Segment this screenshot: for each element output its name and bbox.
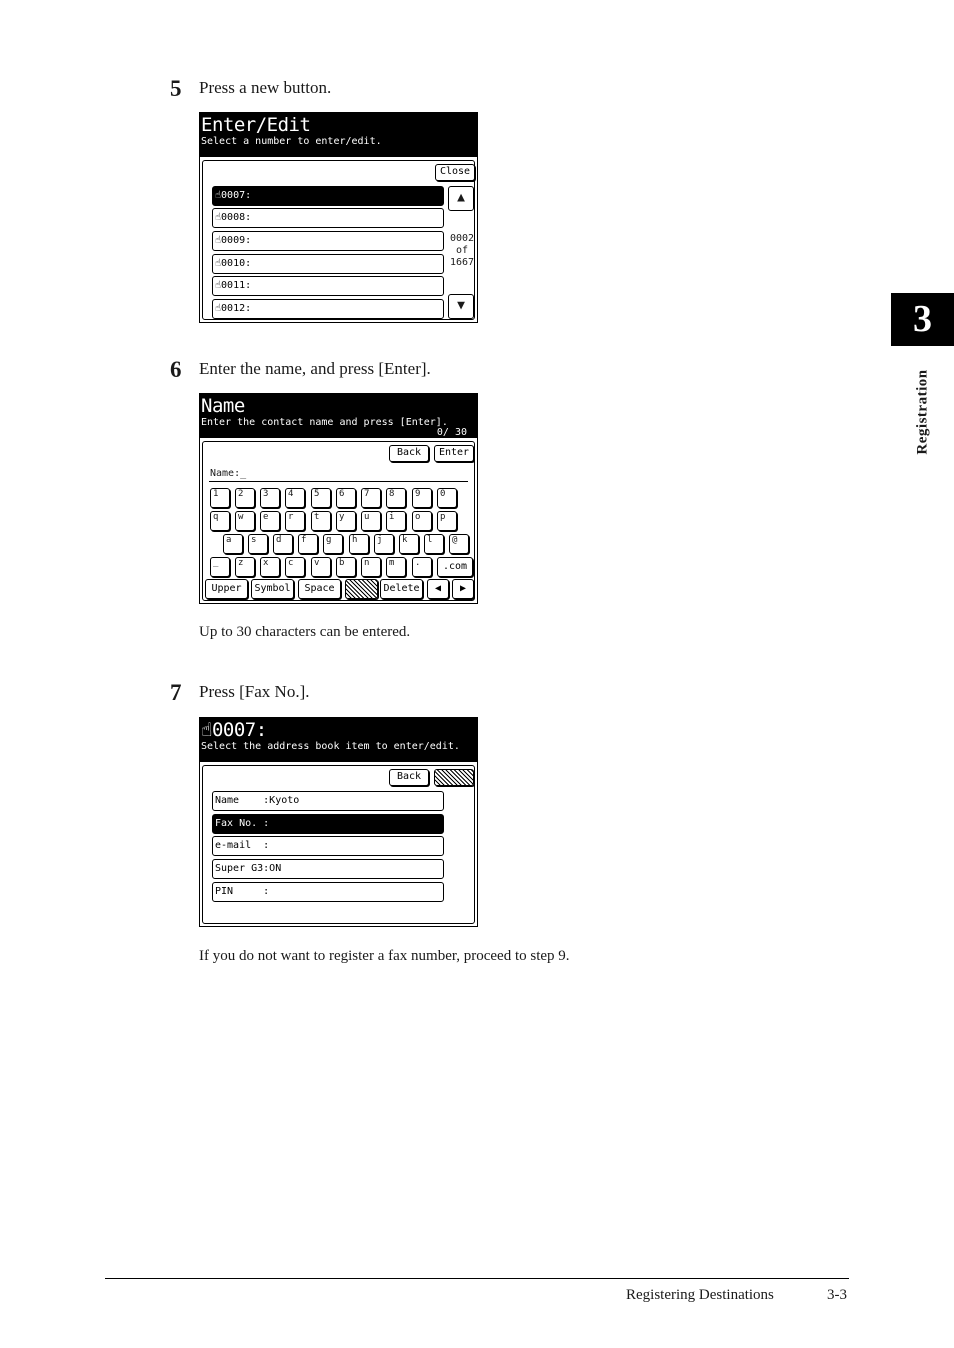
row-label: 0010:	[221, 258, 252, 269]
key-h[interactable]: h	[349, 534, 369, 554]
scroll-up-button[interactable]	[448, 186, 474, 211]
key-u[interactable]: u	[361, 511, 381, 531]
key-period[interactable]: .	[412, 557, 432, 577]
key-p[interactable]: p	[437, 511, 457, 531]
note-text: Up to 30 characters can be entered.	[199, 624, 411, 640]
key-c[interactable]: c	[285, 557, 305, 577]
key-f[interactable]: f	[298, 534, 318, 554]
pointing-hand-icon: ☝	[215, 212, 222, 223]
disabled-key	[345, 579, 378, 599]
cursor-left-button[interactable]	[427, 579, 449, 599]
key-k[interactable]: k	[399, 534, 419, 554]
key-4[interactable]: 4	[285, 488, 305, 508]
screen-body	[202, 441, 475, 601]
char-count: 0/ 30	[436, 427, 467, 438]
note-text: If you do not want to register a fax number, proceed to step 9.	[199, 948, 570, 964]
screen-title	[201, 719, 267, 741]
list-item-super-g3[interactable]: Super G3:ON	[212, 859, 444, 879]
key-e[interactable]: e	[260, 511, 280, 531]
key-y[interactable]: y	[336, 511, 356, 531]
cursor-right-button[interactable]	[452, 579, 474, 599]
key-at[interactable]: @	[449, 534, 469, 554]
page-counter	[447, 233, 477, 269]
close-button[interactable]: Close	[435, 164, 475, 181]
pointing-hand-icon: ☝	[201, 719, 212, 741]
key-8[interactable]: 8	[386, 488, 406, 508]
screen-body	[202, 160, 475, 320]
list-item[interactable]	[212, 254, 444, 274]
name-field-label: Name:	[210, 468, 241, 479]
list-item-fax-no[interactable]: Fax No. :	[212, 814, 444, 834]
enter-button[interactable]: Enter	[434, 445, 474, 462]
screen-header	[200, 718, 477, 762]
footer-section: Registering Destinations	[626, 1287, 774, 1303]
screen-title: Enter/Edit	[201, 114, 311, 136]
step-number: 6	[170, 357, 182, 382]
screen-title-text: 0007:	[211, 719, 267, 741]
row-label: 0011:	[221, 280, 252, 291]
screen-header	[200, 113, 477, 157]
disabled-button	[434, 769, 474, 786]
key-g[interactable]: g	[323, 534, 343, 554]
key-n[interactable]: n	[361, 557, 381, 577]
address-item-screen	[199, 717, 478, 927]
list-item[interactable]	[212, 299, 444, 319]
delete-button[interactable]: Delete	[380, 579, 423, 599]
key-w[interactable]: w	[235, 511, 255, 531]
list-item[interactable]	[212, 276, 444, 296]
key-5[interactable]: 5	[311, 488, 331, 508]
name-field[interactable]	[210, 468, 246, 480]
key-6[interactable]: 6	[336, 488, 356, 508]
key-m[interactable]: m	[386, 557, 406, 577]
step-number: 7	[170, 680, 182, 705]
chapter-label: Registration	[914, 369, 931, 455]
key-7[interactable]: 7	[361, 488, 381, 508]
step-text: Enter the name, and press [Enter].	[199, 359, 431, 378]
key-a[interactable]: a	[223, 534, 243, 554]
key-d[interactable]: d	[273, 534, 293, 554]
screen-header	[200, 394, 477, 438]
dotcom-key[interactable]: .com	[437, 557, 473, 577]
counter-current: 0002	[449, 233, 475, 244]
back-button[interactable]: Back	[389, 445, 429, 462]
list-item[interactable]	[212, 208, 444, 228]
space-button[interactable]: Space	[298, 579, 341, 599]
key-9[interactable]: 9	[412, 488, 432, 508]
screen-title: Name	[201, 395, 245, 417]
key-o[interactable]: o	[412, 511, 432, 531]
list-item-name[interactable]: Name :Kyoto	[212, 791, 444, 811]
field-underline	[209, 481, 468, 482]
key-0[interactable]: 0	[437, 488, 457, 508]
key-j[interactable]: j	[374, 534, 394, 554]
left-arrow-icon: ◀	[434, 583, 442, 594]
down-arrow-icon: ▼	[457, 298, 465, 313]
key-v[interactable]: v	[311, 557, 331, 577]
pointing-hand-icon: ☝	[215, 235, 222, 246]
key-b[interactable]: b	[336, 557, 356, 577]
row-label: 0008:	[221, 212, 252, 223]
name-entry-screen	[199, 393, 478, 604]
right-arrow-icon: ▶	[459, 583, 467, 594]
pointing-hand-icon: ☝	[215, 190, 222, 201]
list-item-email[interactable]: e-mail :	[212, 836, 444, 856]
row-label: 0007:	[221, 190, 252, 201]
key-2[interactable]: 2	[235, 488, 255, 508]
list-item[interactable]	[212, 231, 444, 251]
key-z[interactable]: z	[235, 557, 255, 577]
scroll-down-button[interactable]	[448, 294, 474, 319]
key-l[interactable]: l	[424, 534, 444, 554]
key-1[interactable]: 1	[210, 488, 230, 508]
back-button[interactable]: Back	[389, 769, 429, 786]
step-number: 5	[170, 76, 182, 101]
screen-subtitle: Enter the contact name and press [Enter].	[201, 417, 448, 428]
key-x[interactable]: x	[260, 557, 280, 577]
screen-subtitle: Select a number to enter/edit.	[201, 136, 382, 147]
step-text: Press a new button.	[199, 78, 332, 97]
key-underscore[interactable]: _	[210, 557, 230, 577]
step-text: Press [Fax No.].	[199, 682, 310, 701]
pointing-hand-icon: ☝	[215, 280, 222, 291]
upper-button[interactable]: Upper	[205, 579, 248, 599]
key-r[interactable]: r	[285, 511, 305, 531]
list-item-pin[interactable]: PIN :	[212, 882, 444, 902]
screen-body	[202, 765, 475, 924]
list-item[interactable]	[212, 186, 444, 206]
pointing-hand-icon: ☝	[215, 258, 222, 269]
enter-edit-screen	[199, 112, 478, 323]
chapter-tab: 3	[891, 293, 954, 346]
counter-of: of	[455, 245, 469, 256]
key-3[interactable]: 3	[260, 488, 280, 508]
key-i[interactable]: i	[386, 511, 406, 531]
symbol-button[interactable]: Symbol	[251, 579, 294, 599]
key-s[interactable]: s	[248, 534, 268, 554]
row-label: 0012:	[221, 303, 252, 314]
footer-rule	[105, 1278, 849, 1279]
page-number: 3-3	[827, 1287, 847, 1303]
key-t[interactable]: t	[311, 511, 331, 531]
text-cursor: _	[240, 468, 247, 479]
row-label: 0009:	[221, 235, 252, 246]
counter-total: 1667	[449, 257, 475, 268]
pointing-hand-icon: ☝	[215, 303, 222, 314]
up-arrow-icon: ▲	[457, 190, 465, 205]
key-q[interactable]: q	[210, 511, 230, 531]
screen-subtitle: Select the address book item to enter/edit.	[201, 741, 460, 752]
